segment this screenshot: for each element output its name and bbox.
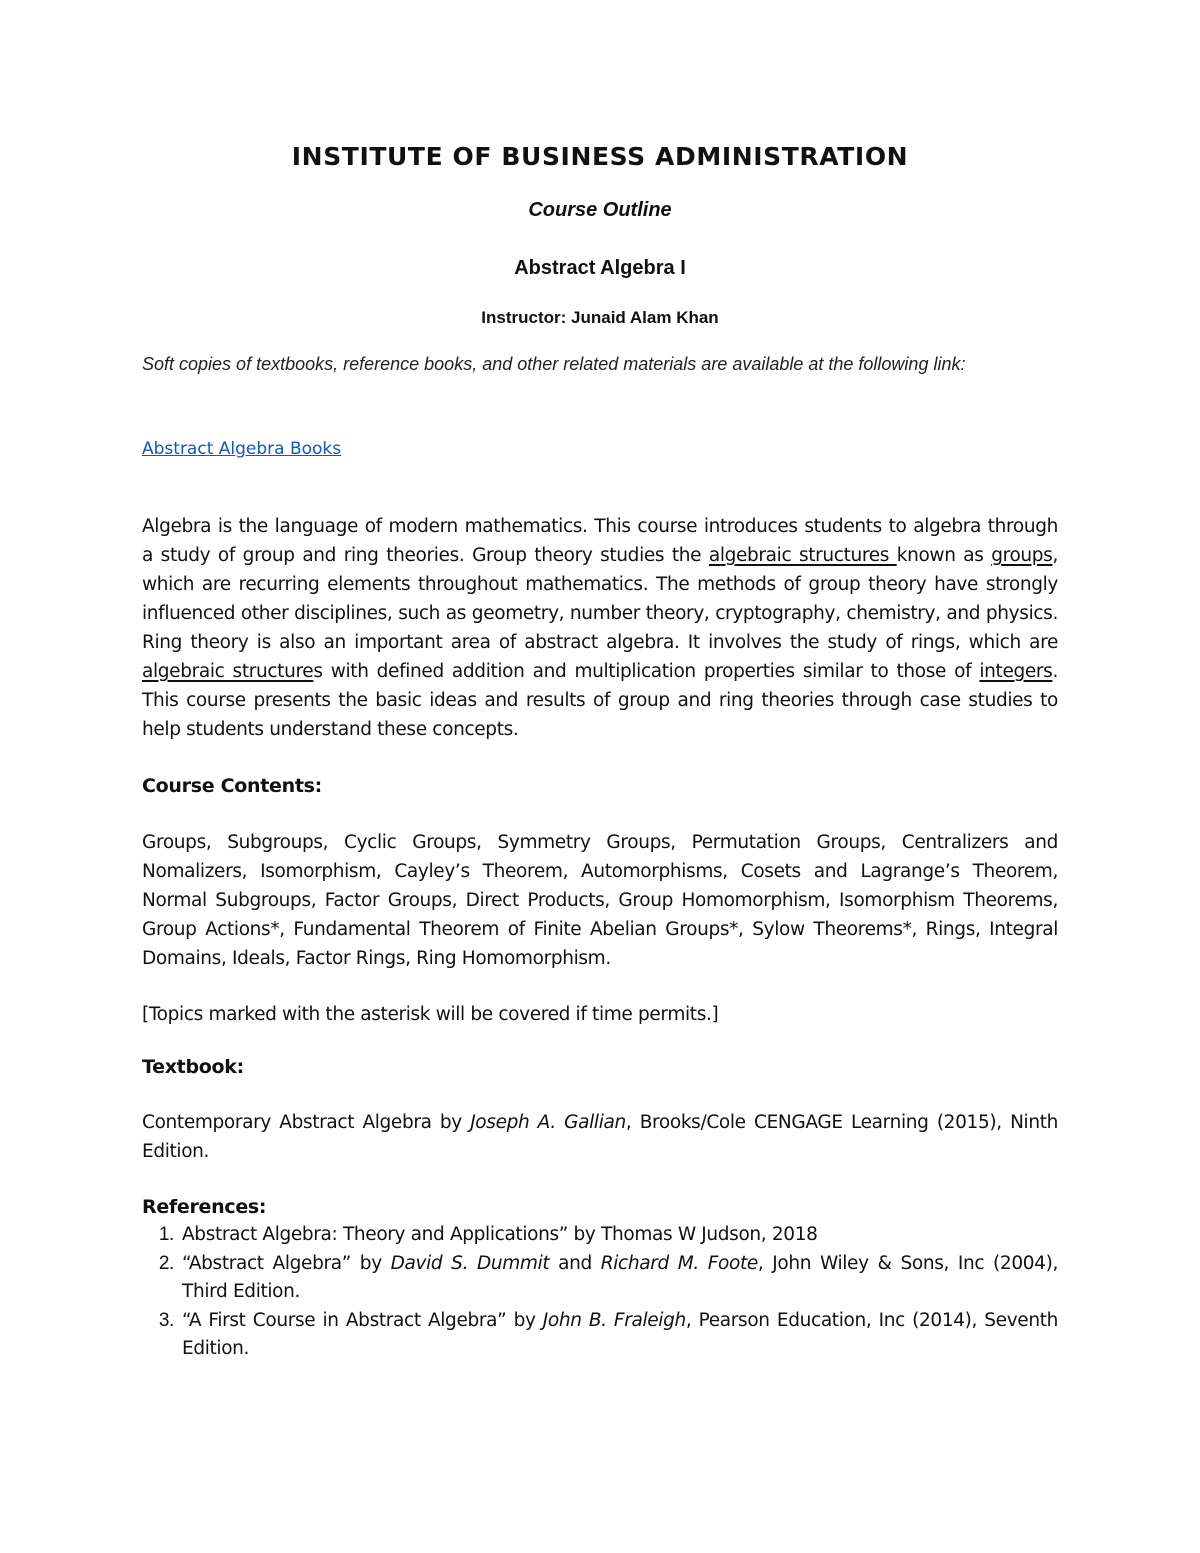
textbook-publisher: , Brooks/Cole CENGAGE Learning (2015), Ninth Edition.: [142, 1112, 1059, 1162]
reference-number: 3.: [158, 1309, 174, 1331]
intro-text: . This course presents the basic ideas and results of group and ring theories through case studies to help students understand these concepts.: [142, 661, 1058, 740]
reference-publisher: , John Wiley & Sons, Inc (2004), Third Edition.: [182, 1252, 1058, 1302]
textbook-author: Joseph A. Gallian: [470, 1112, 626, 1133]
course-contents-text: Groups, Subgroups, Cyclic Groups, Symmetry Groups, Permutation Groups, Centralizers and Nomalizers, Isomorphism, Cayley’s Theorem, Automorphisms, Cosets and Lagrange’s Theorem, Normal Subgroups, Factor Groups, Direct Products, Group Homomorphism, Isomorphism Theorems, Group Actions*, Fundamental Theorem of Finite Abelian Groups*, Sylow Theorems*, Rings, Integral Domains, Ideals, Factor Rings, Ring Homomorphism.: [142, 832, 1058, 969]
intro-paragraph: [142, 512, 1058, 744]
reference-item: [142, 1221, 1058, 1250]
term-groups: groups: [991, 545, 1053, 566]
reference-text: [182, 1250, 1058, 1307]
reference-number: 2.: [158, 1252, 174, 1274]
reference-author: Richard M. Foote: [600, 1252, 758, 1274]
reference-title: “A First Course in Abstract Algebra” by: [182, 1309, 543, 1331]
soft-copies-note: Soft copies of textbooks, reference books, and other related materials are available at the following link:: [142, 354, 966, 374]
course-contents-heading: Course Contents:: [142, 775, 322, 797]
page-content: [142, 140, 1058, 1364]
reference-number: 1.: [158, 1224, 174, 1245]
references-list: [142, 1221, 1058, 1364]
institute-title: INSTITUTE OF BUSINESS ADMINISTRATION: [291, 142, 909, 171]
reference-item: [142, 1307, 1058, 1364]
intro-text: s with defined addition and multiplication properties similar to those of: [313, 661, 980, 682]
textbook-text: [142, 1108, 1058, 1166]
reference-author: John B. Fraleigh: [542, 1309, 686, 1331]
intro-text: , which are recurring elements throughout mathematics. The methods of group theory have strongly influenced other disciplines, such as geometry, number theory, cryptography, chemistry, and physics. Ring theory is also an important area of abstract algebra. It involves the study of rings, which are: [142, 545, 1059, 653]
reference-text: Abstract Algebra: Theory and Applications” by Thomas W Judson, 2018: [182, 1224, 818, 1245]
reference-title: “Abstract Algebra” by: [182, 1252, 391, 1274]
references-heading: References:: [142, 1196, 267, 1218]
term-integers: integers: [979, 661, 1053, 682]
reference-text: [182, 1307, 1058, 1364]
asterisk-note: [Topics marked with the asterisk will be covered if time permits.]: [142, 1004, 719, 1025]
abstract-algebra-books-link[interactable]: Abstract Algebra Books: [142, 439, 342, 459]
intro-text: Algebra is the language of modern mathematics. This course introduces students to algebra through a study of group and ring theories. Group theory studies the: [142, 516, 1058, 566]
course-outline-label: Course Outline: [528, 199, 672, 221]
reference-conjunction: and: [549, 1252, 601, 1274]
term-algebraic-structures: algebraic structures: [708, 545, 897, 566]
instructor-line: Instructor: Junaid Alam Khan: [481, 308, 719, 327]
reference-item: [142, 1250, 1058, 1307]
course-name: Abstract Algebra I: [514, 257, 686, 279]
reference-author: David S. Dummit: [390, 1252, 550, 1274]
intro-text: known as: [896, 545, 992, 566]
reference-publisher: , Pearson Education, Inc (2014), Seventh Edition.: [182, 1309, 1058, 1359]
textbook-title: Contemporary Abstract Algebra by: [142, 1112, 471, 1133]
term-algebraic-structure: algebraic structure: [142, 661, 314, 682]
textbook-heading: Textbook:: [142, 1056, 244, 1078]
